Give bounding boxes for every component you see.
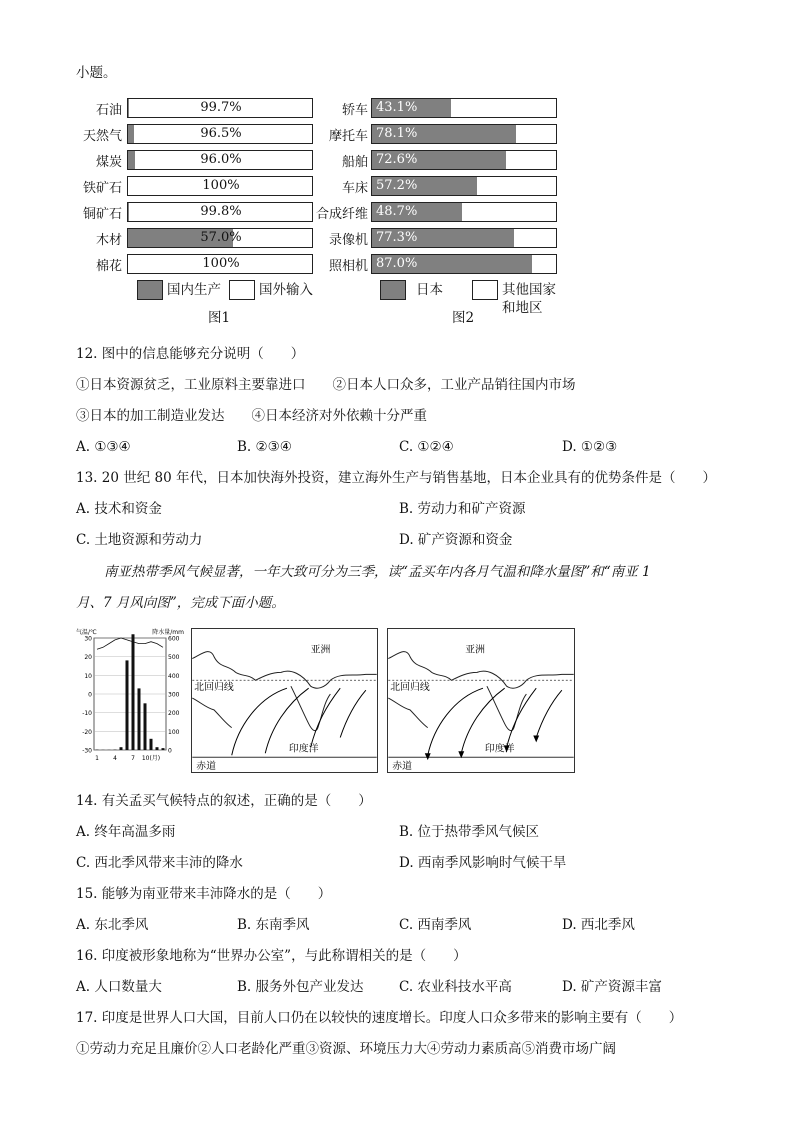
map-label-equator: 赤道 [196, 761, 216, 773]
bar-category-label: 轿车 [341, 103, 368, 118]
bar-frame [127, 176, 313, 196]
passage-line-2: 月、7 月风向图”，完成下面小题。 [76, 595, 285, 611]
legend-swatch-domestic [137, 280, 163, 300]
q12-option-b: B. ②③④ [237, 439, 292, 455]
wind-arrow [507, 688, 537, 747]
wind-arrow [428, 688, 483, 755]
q15-option-b: B. 东南季风 [237, 917, 310, 933]
bar-fill [128, 151, 135, 169]
map-label-tropic: 北回归线 [194, 682, 234, 694]
wind-arrow [536, 690, 562, 737]
precip-bar [138, 688, 141, 750]
q15-option-c: C. 西南季风 [399, 917, 472, 933]
bar-frame [371, 254, 557, 274]
precip-bar [132, 634, 135, 750]
bar-frame [127, 124, 313, 144]
south-asia-wind-map-july [387, 628, 575, 773]
q16-option-a: A. 人口数量大 [76, 979, 162, 995]
bar-frame [127, 150, 313, 170]
precip-bar [150, 739, 153, 750]
q13-option-a: A. 技术和资金 [76, 501, 162, 517]
q16-option-d: D. 矿产资源丰富 [562, 979, 662, 995]
legend-swatch-others [472, 280, 498, 300]
y-axis-label-temperature: 气温/℃ [76, 629, 97, 636]
legend-label-japan: 日本 [416, 282, 443, 298]
left-tick-label: 10 [84, 672, 92, 680]
precip-bar [156, 747, 159, 750]
bar-value-label: 77.3% [376, 230, 418, 245]
bar-fill [128, 125, 134, 143]
right-tick-label: 200 [168, 710, 180, 718]
bar-frame [127, 254, 313, 274]
precip-bar [126, 660, 129, 750]
q12-option-c: C. ①②④ [399, 439, 454, 455]
arabia-coast [192, 698, 231, 728]
q14-option-b: B. 位于热带季风气候区 [399, 824, 540, 840]
left-tick-label: -30 [82, 747, 92, 755]
map-label-ocean: 印度洋 [484, 743, 515, 755]
bar-value-label: 57.0% [200, 230, 242, 245]
q12-stem: 12. 图中的信息能够充分说明（ ） [76, 346, 305, 362]
bar-value-label: 48.7% [376, 204, 418, 219]
right-tick-label: 600 [168, 635, 180, 643]
bar-frame [371, 202, 557, 222]
arabia-coast [388, 698, 427, 728]
map-label-asia: 亚洲 [310, 644, 331, 656]
x-tick-label: 1 [95, 755, 99, 762]
precip-bar [144, 703, 147, 750]
india-coast [487, 686, 526, 730]
bar-value-label: 100% [202, 178, 240, 193]
temperature-line [97, 638, 163, 649]
bar-category-label: 合成纤维 [315, 207, 368, 222]
bar-category-label: 煤炭 [95, 155, 122, 170]
left-tick-label: 0 [88, 691, 92, 699]
bar-category-label: 棉花 [95, 259, 122, 274]
left-tick-label: 30 [84, 635, 92, 643]
bar-frame [371, 150, 557, 170]
y-axis-label-precipitation: 降水量/mm [152, 629, 184, 636]
bar-value-label: 43.1% [376, 100, 418, 115]
bar-frame [371, 124, 557, 144]
q15-option-d: D. 西北季风 [562, 917, 635, 933]
map-label-equator: 赤道 [392, 761, 412, 773]
bar-value-label: 96.0% [200, 152, 242, 167]
bar-category-label: 照相机 [328, 259, 368, 274]
q17-statements: ①劳动力充足且廉价②人口老龄化严重③资源、环境压力大④劳动力素质高⑤消费市场广阔 [76, 1041, 616, 1057]
q12-option-d: D. ①②③ [562, 439, 618, 455]
bar-value-label: 100% [202, 256, 240, 271]
bar-category-label: 车床 [341, 181, 368, 196]
bar-frame [371, 228, 557, 248]
wind-arrow [340, 690, 366, 737]
map-label-asia: 亚洲 [465, 644, 485, 656]
right-tick-label: 0 [168, 747, 172, 755]
bar-category-label: 木材 [95, 233, 122, 248]
x-tick-label: 7 [131, 755, 135, 762]
legend-label-import: 国外输入 [259, 282, 313, 298]
bar-category-label: 录像机 [328, 233, 368, 248]
x-tick-label: 4 [113, 755, 117, 762]
q14-option-c: C. 西北季风带来丰沛的降水 [76, 855, 243, 871]
q12-statement-2: ③日本的加工制造业发达 ④日本经济对外依赖十分严重 [76, 408, 427, 424]
q16-stem: 16. 印度被形象地称为“世界办公室”，与此称谓相关的是（ ） [76, 948, 467, 964]
bar-frame [127, 98, 313, 118]
right-tick-label: 100 [168, 728, 180, 736]
india-coast [291, 686, 330, 730]
bar-value-label: 78.1% [376, 126, 418, 141]
bar-category-label: 石油 [95, 103, 122, 118]
bar-fill [128, 99, 129, 117]
arrow-head [533, 736, 539, 743]
intro-tail: 小题。 [76, 65, 117, 81]
figure-1-caption: 图1 [208, 310, 231, 326]
right-tick-label: 300 [168, 691, 180, 699]
legend-label-others-line2: 和地区 [502, 300, 543, 316]
q15-option-a: A. 东北季风 [76, 917, 149, 933]
q14-option-a: A. 终年高温多雨 [76, 824, 176, 840]
mumbai-climate-chart [74, 626, 186, 768]
bar-category-label: 天然气 [82, 129, 122, 144]
q13-option-c: C. 土地资源和劳动力 [76, 532, 203, 548]
right-tick-label: 500 [168, 654, 180, 662]
bar-frame [127, 228, 313, 248]
q15-stem: 15. 能够为南亚带来丰沛降水的是（ ） [76, 886, 332, 902]
bar-value-label: 99.7% [200, 100, 242, 115]
bar-value-label: 72.6% [376, 152, 418, 167]
x-tick-label: 10(月) [141, 755, 161, 762]
q13-option-d: D. 矿产资源和资金 [399, 532, 513, 548]
q16-option-c: C. 农业科技水平高 [399, 979, 512, 995]
precip-bar [162, 748, 165, 750]
left-tick-label: -10 [82, 710, 92, 718]
map-label-ocean: 印度洋 [288, 743, 319, 755]
q14-option-d: D. 西南季风影响时气候干旱 [399, 855, 567, 871]
left-tick-label: -20 [82, 728, 92, 736]
bar-category-label: 铁矿石 [82, 181, 122, 196]
wind-arrow [232, 688, 287, 755]
q17-stem: 17. 印度是世界人口大国，目前人口仍在以较快的速度增长。印度人口众多带来的影响主要有（ ） [76, 1010, 683, 1026]
q16-option-b: B. 服务外包产业发达 [237, 979, 364, 995]
q13-option-b: B. 劳动力和矿产资源 [399, 501, 526, 517]
right-tick-label: 400 [168, 672, 180, 680]
precip-bar [120, 747, 123, 750]
bar-category-label: 摩托车 [328, 129, 368, 144]
map-label-tropic: 北回归线 [390, 682, 430, 694]
bar-frame [127, 202, 313, 222]
bar-category-label: 铜矿石 [82, 207, 122, 222]
q12-statement-1: ①日本资源贫乏，工业原料主要靠进口 ②日本人口众多，工业产品销往国内市场 [76, 377, 576, 393]
bar-value-label: 57.2% [376, 178, 418, 193]
left-tick-label: 20 [84, 654, 92, 662]
q14-stem: 14. 有关孟买气候特点的叙述，正确的是（ ） [76, 793, 372, 809]
bar-category-label: 船舶 [341, 155, 368, 170]
legend-swatch-import [229, 280, 255, 300]
figure-2-caption: 图2 [452, 310, 475, 326]
bar-value-label: 99.8% [200, 204, 242, 219]
q12-option-a: A. ①③④ [76, 439, 131, 455]
south-asia-wind-map-january [191, 628, 378, 773]
q13-stem: 13. 20 世纪 80 年代，日本加快海外投资，建立海外生产与销售基地，日本企业具有的优势条件是（ ） [76, 470, 716, 486]
bar-value-label: 96.5% [200, 126, 242, 141]
wind-arrow [311, 688, 341, 747]
legend-label-domestic: 国内生产 [167, 282, 221, 298]
legend-label-others-line1: 其他国家 [502, 282, 556, 298]
legend-swatch-japan [380, 280, 406, 300]
bar-frame [371, 98, 557, 118]
bar-value-label: 87.0% [376, 256, 418, 271]
passage-line-1: 南亚热带季风气候显著，一年大致可分为三季，读“孟买年内各月气温和降水量图”和“南亚 1 [104, 564, 651, 580]
bar-frame [371, 176, 557, 196]
